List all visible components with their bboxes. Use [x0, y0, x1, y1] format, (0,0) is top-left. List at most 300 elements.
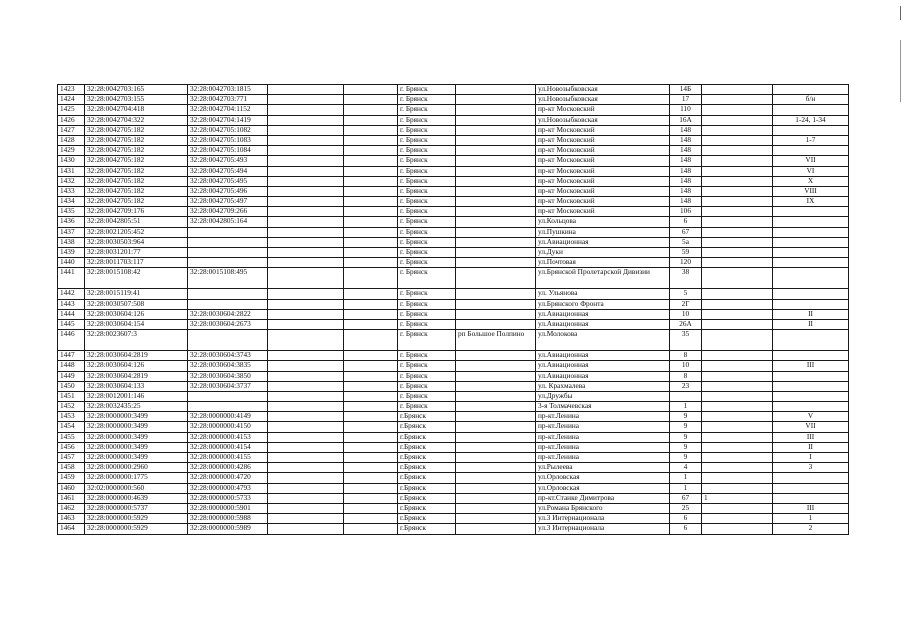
city-cell: г.Брянск [398, 453, 456, 463]
street-cell: пр-кт Московский [536, 176, 670, 186]
row-number: 1446 [58, 330, 85, 351]
city-cell: г.Брянск [398, 503, 456, 513]
table-row [58, 514, 849, 524]
cadastral-number-object [188, 258, 268, 268]
premises-number-cell: б/н [773, 95, 849, 105]
building-cell [702, 391, 773, 401]
empty-cell [268, 412, 344, 422]
cadastral-number-object [188, 391, 268, 401]
premises-number-cell: VI [773, 166, 849, 176]
house-number-cell: 1 [670, 402, 702, 412]
premises-number-cell [773, 351, 849, 361]
empty-cell [268, 483, 344, 493]
empty-cell [268, 125, 344, 135]
premises-number-cell [773, 371, 849, 381]
cadastral-number-object: 32:28:0030604:2673 [188, 319, 268, 329]
building-cell [702, 432, 773, 442]
empty-cell [344, 391, 398, 401]
row-number: 1463 [58, 514, 85, 524]
row-number: 1423 [58, 85, 85, 95]
empty-cell [268, 493, 344, 503]
building-cell [702, 473, 773, 483]
locality-cell [456, 422, 536, 432]
house-number-cell: 2Г [670, 299, 702, 309]
city-cell: г. Брянск [398, 299, 456, 309]
table-row [58, 156, 849, 166]
cadastral-number-land: 32:28:0000000:3499 [85, 432, 188, 442]
empty-cell [268, 197, 344, 207]
premises-number-cell [773, 289, 849, 299]
empty-cell [344, 330, 398, 351]
premises-number-cell: III [773, 503, 849, 513]
cadastral-number-land: 32:28:0030507:508 [85, 299, 188, 309]
empty-cell [344, 95, 398, 105]
building-cell [702, 330, 773, 351]
street-cell: ул.Новозыбковская [536, 115, 670, 125]
premises-number-cell [773, 391, 849, 401]
premises-number-cell [773, 227, 849, 237]
building-cell [702, 217, 773, 227]
building-cell [702, 166, 773, 176]
cadastral-number-land: 32:28:0042704:418 [85, 105, 188, 115]
street-cell: ул.Пушкина [536, 227, 670, 237]
building-cell [702, 237, 773, 247]
building-cell [702, 268, 773, 289]
street-cell: пр-кт.Ленина [536, 432, 670, 442]
table-row [58, 248, 849, 258]
cadastral-number-land: 32:28:0042705:182 [85, 186, 188, 196]
cadastral-number-object [188, 299, 268, 309]
empty-cell [268, 473, 344, 483]
cadastral-number-land: 32:28:0042805:51 [85, 217, 188, 227]
premises-number-cell: 2 [773, 524, 849, 534]
building-cell [702, 135, 773, 145]
row-number: 1457 [58, 453, 85, 463]
row-number: 1424 [58, 95, 85, 105]
locality-cell [456, 146, 536, 156]
locality-cell [456, 412, 536, 422]
table-row [58, 166, 849, 176]
city-cell: г. Брянск [398, 207, 456, 217]
city-cell: г.Брянск [398, 493, 456, 503]
cadastral-number-object: 32:28:0042705:497 [188, 197, 268, 207]
cadastral-number-object: 32:28:0030604:3737 [188, 381, 268, 391]
street-cell: пр-кт Московский [536, 166, 670, 176]
locality-cell: рп Большое Полпино [456, 330, 536, 351]
cadastral-number-land: 32:28:0030503:964 [85, 237, 188, 247]
building-cell [702, 524, 773, 534]
table-row [58, 258, 849, 268]
empty-cell [268, 422, 344, 432]
cadastral-number-object: 32:28:0000000:4149 [188, 412, 268, 422]
locality-cell [456, 176, 536, 186]
row-number: 1428 [58, 135, 85, 145]
cadastral-number-object: 32:28:0042705:496 [188, 186, 268, 196]
premises-number-cell: VIII [773, 186, 849, 196]
table-row [58, 207, 849, 217]
empty-cell [344, 514, 398, 524]
cadastral-number-land: 32:28:0000000:4639 [85, 493, 188, 503]
empty-cell [344, 207, 398, 217]
building-cell [702, 115, 773, 125]
row-number: 1442 [58, 289, 85, 299]
premises-number-cell [773, 381, 849, 391]
street-cell: ул.Молокова [536, 330, 670, 351]
cadastral-number-land: 32:28:0000000:2960 [85, 463, 188, 473]
building-cell [702, 248, 773, 258]
cadastral-number-land: 32:28:0000000:3499 [85, 422, 188, 432]
empty-cell [344, 125, 398, 135]
cadastral-number-land: 32:28:0030604:2819 [85, 351, 188, 361]
house-number-cell: 9 [670, 412, 702, 422]
street-cell: ул.Брянского Фронта [536, 299, 670, 309]
table-row [58, 237, 849, 247]
cadastral-number-land: 32:28:0042705:182 [85, 156, 188, 166]
house-number-cell: 38 [670, 268, 702, 289]
street-cell: ул.Авиационная [536, 371, 670, 381]
table-row [58, 85, 849, 95]
row-number: 1448 [58, 361, 85, 371]
cadastral-number-land: 32:28:0032435:25 [85, 402, 188, 412]
street-cell: ул.Дружбы [536, 391, 670, 401]
street-cell: ул.Кольцова [536, 217, 670, 227]
locality-cell [456, 361, 536, 371]
house-number-cell: 26А [670, 319, 702, 329]
row-number: 1462 [58, 503, 85, 513]
cadastral-number-land: 32:28:0030604:126 [85, 361, 188, 371]
cadastral-number-land: 32:28:0000000:5737 [85, 503, 188, 513]
street-cell: пр-кт Московский [536, 207, 670, 217]
table-row [58, 442, 849, 452]
empty-cell [268, 453, 344, 463]
cadastral-number-land: 32:28:0015108:42 [85, 268, 188, 289]
table-row [58, 146, 849, 156]
house-number-cell: 106 [670, 207, 702, 217]
premises-number-cell: 1 [773, 514, 849, 524]
cadastral-number-object [188, 248, 268, 258]
street-cell: ул. Ульянова [536, 289, 670, 299]
table-row [58, 391, 849, 401]
locality-cell [456, 351, 536, 361]
empty-cell [268, 391, 344, 401]
row-number: 1455 [58, 432, 85, 442]
table-row [58, 105, 849, 115]
empty-cell [344, 432, 398, 442]
street-cell: пр-кт Московский [536, 197, 670, 207]
building-cell [702, 95, 773, 105]
city-cell: г. Брянск [398, 391, 456, 401]
locality-cell [456, 95, 536, 105]
city-cell: г. Брянск [398, 319, 456, 329]
empty-cell [344, 248, 398, 258]
premises-number-cell [773, 330, 849, 351]
row-number: 1449 [58, 371, 85, 381]
street-cell: пр-кт Московский [536, 156, 670, 166]
cadastral-number-land: 32:28:0000000:5929 [85, 514, 188, 524]
building-cell [702, 422, 773, 432]
empty-cell [344, 381, 398, 391]
locality-cell [456, 186, 536, 196]
building-cell [702, 125, 773, 135]
table-row [58, 493, 849, 503]
cadastral-number-land: 32:28:0030604:126 [85, 309, 188, 319]
cadastral-number-object: 32:28:0042705:1083 [188, 135, 268, 145]
house-number-cell: 5 [670, 289, 702, 299]
row-number: 1444 [58, 309, 85, 319]
empty-cell [268, 351, 344, 361]
empty-cell [268, 432, 344, 442]
building-cell [702, 442, 773, 452]
cadastral-number-land: 32:28:0021205:452 [85, 227, 188, 237]
table-row [58, 197, 849, 207]
house-number-cell: 25 [670, 503, 702, 513]
cadastral-number-land: 32:28:0042705:182 [85, 135, 188, 145]
street-cell: ул.Авиационная [536, 351, 670, 361]
street-cell: ул.Романа Брянского [536, 503, 670, 513]
locality-cell [456, 105, 536, 115]
cadastral-number-land: 32:28:0042705:182 [85, 166, 188, 176]
building-cell [702, 381, 773, 391]
building-cell [702, 371, 773, 381]
street-cell: ул.Новозыбковская [536, 85, 670, 95]
cadastral-number-land: 32:02:0000000:560 [85, 483, 188, 493]
empty-cell [344, 156, 398, 166]
house-number-cell: 148 [670, 176, 702, 186]
building-cell [702, 176, 773, 186]
row-number: 1443 [58, 299, 85, 309]
cadastral-number-land: 32:28:0030604:2819 [85, 371, 188, 381]
house-number-cell: 23 [670, 381, 702, 391]
cadastral-number-object: 32:28:0030604:3743 [188, 351, 268, 361]
city-cell: г. Брянск [398, 248, 456, 258]
empty-cell [344, 176, 398, 186]
row-number: 1436 [58, 217, 85, 227]
building-cell [702, 197, 773, 207]
empty-cell [344, 197, 398, 207]
cadastral-number-object: 32:28:0042705:494 [188, 166, 268, 176]
street-cell: пр-кт Московский [536, 146, 670, 156]
house-number-cell: 120 [670, 258, 702, 268]
cadastral-number-land: 32:28:0031201:77 [85, 248, 188, 258]
locality-cell [456, 473, 536, 483]
cadastral-number-object [188, 289, 268, 299]
cadastral-number-land: 32:28:0015119:41 [85, 289, 188, 299]
locality-cell [456, 319, 536, 329]
empty-cell [268, 227, 344, 237]
locality-cell [456, 463, 536, 473]
table-row [58, 186, 849, 196]
empty-cell [344, 166, 398, 176]
premises-number-cell [773, 248, 849, 258]
house-number-cell: 148 [670, 146, 702, 156]
premises-number-cell [773, 402, 849, 412]
city-cell: г.Брянск [398, 524, 456, 534]
cadastral-number-object: 32:28:0030604:3850 [188, 371, 268, 381]
premises-number-cell [773, 207, 849, 217]
street-cell: пр-кт Московский [536, 186, 670, 196]
locality-cell [456, 197, 536, 207]
building-cell [702, 463, 773, 473]
building-cell [702, 146, 773, 156]
row-number: 1464 [58, 524, 85, 534]
cadastral-number-object: 32:28:0000000:4153 [188, 432, 268, 442]
city-cell: г. Брянск [398, 237, 456, 247]
table-row [58, 412, 849, 422]
empty-cell [268, 319, 344, 329]
locality-cell [456, 227, 536, 237]
cadastral-number-object: 32:28:0000000:4720 [188, 473, 268, 483]
city-cell: г. Брянск [398, 95, 456, 105]
row-number: 1445 [58, 319, 85, 329]
locality-cell [456, 371, 536, 381]
cadastral-number-land: 32:28:0030604:133 [85, 381, 188, 391]
table-row [58, 309, 849, 319]
empty-cell [268, 176, 344, 186]
empty-cell [268, 166, 344, 176]
locality-cell [456, 258, 536, 268]
locality-cell [456, 493, 536, 503]
street-cell: ул.3 Интернационала [536, 524, 670, 534]
city-cell: г. Брянск [398, 351, 456, 361]
building-cell [702, 258, 773, 268]
locality-cell [456, 135, 536, 145]
locality-cell [456, 248, 536, 258]
building-cell: 1 [702, 493, 773, 503]
house-number-cell: 148 [670, 125, 702, 135]
premises-number-cell [773, 483, 849, 493]
cadastral-number-object: 32:28:0042705:493 [188, 156, 268, 166]
house-number-cell: 10 [670, 361, 702, 371]
table-row [58, 381, 849, 391]
house-number-cell: 10 [670, 309, 702, 319]
cadastral-number-object: 32:28:0042705:1084 [188, 146, 268, 156]
city-cell: г. Брянск [398, 125, 456, 135]
row-number: 1450 [58, 381, 85, 391]
empty-cell [344, 422, 398, 432]
empty-cell [344, 258, 398, 268]
premises-number-cell: 1-24, 1-34 [773, 115, 849, 125]
cadastral-number-object: 32:28:0000000:5988 [188, 514, 268, 524]
row-number: 1452 [58, 402, 85, 412]
locality-cell [456, 432, 536, 442]
premises-number-cell: II [773, 309, 849, 319]
city-cell: г.Брянск [398, 463, 456, 473]
house-number-cell: 6 [670, 514, 702, 524]
city-cell: г.Брянск [398, 514, 456, 524]
cadastral-number-land: 32:28:0000000:3499 [85, 453, 188, 463]
empty-cell [344, 268, 398, 289]
city-cell: г. Брянск [398, 135, 456, 145]
table-row [58, 330, 849, 351]
empty-cell [344, 237, 398, 247]
premises-number-cell: III [773, 361, 849, 371]
locality-cell [456, 156, 536, 166]
cadastral-number-land: 32:28:0042703:165 [85, 85, 188, 95]
city-cell: г. Брянск [398, 227, 456, 237]
street-cell: ул.Авиационная [536, 319, 670, 329]
locality-cell [456, 453, 536, 463]
locality-cell [456, 125, 536, 135]
row-number: 1430 [58, 156, 85, 166]
empty-cell [268, 95, 344, 105]
premises-number-cell [773, 473, 849, 483]
empty-cell [344, 412, 398, 422]
cadastral-number-object: 32:28:0015108:495 [188, 268, 268, 289]
cadastral-number-land: 32:28:0042705:182 [85, 176, 188, 186]
empty-cell [268, 146, 344, 156]
table-row [58, 289, 849, 299]
premises-number-cell: X [773, 176, 849, 186]
locality-cell [456, 524, 536, 534]
locality-cell [456, 166, 536, 176]
table-row [58, 95, 849, 105]
table-row [58, 319, 849, 329]
cadastral-number-object: 32:28:0042705:495 [188, 176, 268, 186]
house-number-cell: 67 [670, 227, 702, 237]
cadastral-number-land: 32:28:0000000:3499 [85, 442, 188, 452]
locality-cell [456, 514, 536, 524]
premises-number-cell: 1-7 [773, 135, 849, 145]
premises-number-cell [773, 237, 849, 247]
premises-number-cell: IX [773, 197, 849, 207]
building-cell [702, 412, 773, 422]
locality-cell [456, 217, 536, 227]
row-number: 1440 [58, 258, 85, 268]
building-cell [702, 85, 773, 95]
city-cell: г. Брянск [398, 330, 456, 351]
city-cell: г. Брянск [398, 176, 456, 186]
building-cell [702, 351, 773, 361]
house-number-cell: 148 [670, 156, 702, 166]
table-row [58, 422, 849, 432]
empty-cell [268, 207, 344, 217]
cadastral-number-object: 32:28:0042704:1419 [188, 115, 268, 125]
empty-cell [344, 115, 398, 125]
street-cell: ул.Авиационная [536, 361, 670, 371]
premises-number-cell: VII [773, 422, 849, 432]
cadastral-number-land: 32:28:0042705:182 [85, 125, 188, 135]
page-edge-mark [900, 40, 901, 102]
house-number-cell: 148 [670, 197, 702, 207]
building-cell [702, 299, 773, 309]
table-row [58, 473, 849, 483]
row-number: 1434 [58, 197, 85, 207]
cadastral-number-object: 32:28:0000000:4154 [188, 442, 268, 452]
row-number: 1431 [58, 166, 85, 176]
table-row [58, 125, 849, 135]
row-number: 1453 [58, 412, 85, 422]
street-cell: пр-кт.Ленина [536, 412, 670, 422]
page-edge-mark [900, 6, 901, 20]
street-cell: ул.Новозыбковская [536, 95, 670, 105]
table-row [58, 135, 849, 145]
table-row [58, 268, 849, 289]
street-cell: ул.Орловская [536, 473, 670, 483]
empty-cell [344, 227, 398, 237]
empty-cell [268, 371, 344, 381]
city-cell: г.Брянск [398, 483, 456, 493]
house-number-cell: 8 [670, 371, 702, 381]
building-cell [702, 402, 773, 412]
empty-cell [268, 85, 344, 95]
empty-cell [268, 463, 344, 473]
city-cell: г. Брянск [398, 258, 456, 268]
premises-number-cell: III [773, 432, 849, 442]
premises-number-cell [773, 268, 849, 289]
cadastral-number-land: 32:28:0042704:322 [85, 115, 188, 125]
empty-cell [344, 186, 398, 196]
building-cell [702, 105, 773, 115]
